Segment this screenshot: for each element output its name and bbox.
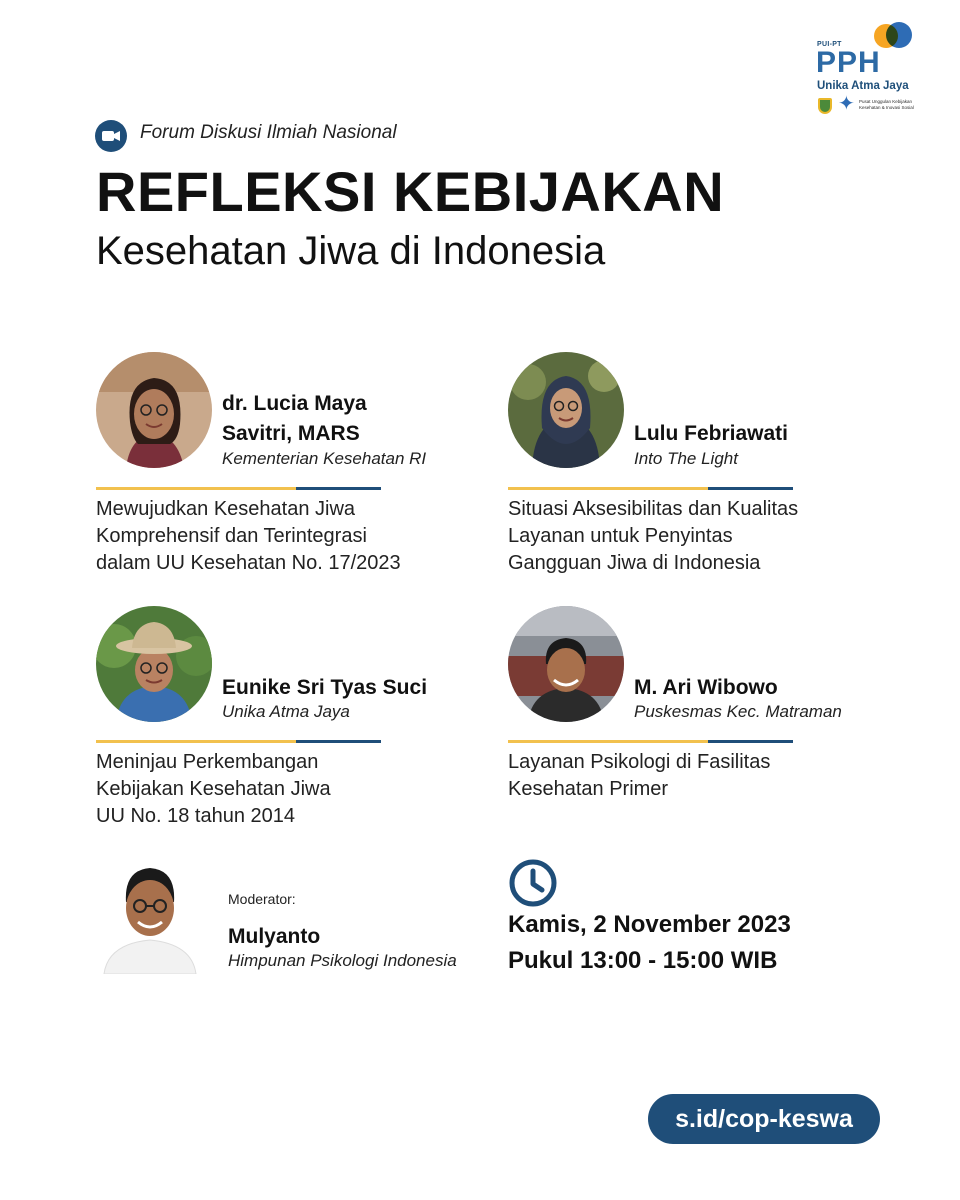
clock-icon xyxy=(508,858,558,908)
speaker-4-photo xyxy=(508,606,624,722)
video-camera-icon xyxy=(95,120,127,152)
topic-line: Mewujudkan Kesehatan Jiwa xyxy=(96,498,356,520)
topic-line: dalam UU Kesehatan No. 17/2023 xyxy=(96,552,401,574)
speaker-2-name: Lulu Febriawati xyxy=(634,422,789,445)
speaker-1-name-line1: dr. Lucia Maya xyxy=(222,392,367,415)
event-time: Pukul 13:00 - 15:00 WIB xyxy=(508,947,778,974)
topic-line: Layanan Psikologi di Fasilitas xyxy=(508,751,771,773)
speaker-3-divider xyxy=(96,740,381,743)
speaker-1-name-line2: Savitri, MARS xyxy=(222,422,360,445)
moderator-name: Mulyanto xyxy=(228,925,321,948)
topic-line: Situasi Aksesibilitas dan Kualitas xyxy=(508,498,799,520)
speaker-2-photo xyxy=(508,352,624,468)
speaker-4-divider xyxy=(508,740,793,743)
topic-line: Gangguan Jiwa di Indonesia xyxy=(508,552,761,574)
forum-label: Forum Diskusi Ilmiah Nasional xyxy=(140,122,397,143)
speaker-3-name: Eunike Sri Tyas Suci xyxy=(222,676,428,699)
speaker-4-topic xyxy=(508,749,868,803)
logo-blue-circle xyxy=(886,22,912,48)
moderator-label: Moderator: xyxy=(228,891,296,907)
speaker-1-org: Kementerian Kesehatan RI xyxy=(222,449,427,468)
speaker-2-topic xyxy=(508,496,868,577)
page-subtitle: Kesehatan Jiwa di Indonesia xyxy=(96,229,606,273)
pph-logo xyxy=(812,22,922,118)
registration-link[interactable]: s.id/cop-keswa xyxy=(648,1094,880,1144)
topic-line: Meninjau Perkembangan xyxy=(96,751,319,773)
speaker-1-photo xyxy=(96,352,212,468)
page-title: REFLEKSI KEBIJAKAN xyxy=(96,160,725,223)
speaker-1-topic xyxy=(96,496,456,577)
speaker-3-topic xyxy=(96,749,456,830)
crest-icon xyxy=(818,98,832,114)
speaker-2-org: Into The Light xyxy=(634,449,738,468)
star-icon: ✦ xyxy=(838,93,855,115)
speaker-2-divider xyxy=(508,487,793,490)
topic-line: Layanan untuk Penyintas xyxy=(508,525,733,547)
speaker-3-photo xyxy=(96,606,212,722)
topic-line: Kesehatan Primer xyxy=(508,778,669,800)
topic-line: Komprehensif dan Terintegrasi xyxy=(96,525,367,547)
speaker-4-name: M. Ari Wibowo xyxy=(634,676,778,699)
moderator-photo xyxy=(100,862,200,974)
topic-line: UU No. 18 tahun 2014 xyxy=(96,805,296,827)
moderator-org: Himpunan Psikologi Indonesia xyxy=(228,951,457,970)
speaker-3-org: Unika Atma Jaya xyxy=(222,702,350,721)
topic-line: Kebijakan Kesehatan Jiwa xyxy=(96,778,331,800)
speaker-4-org: Puskesmas Kec. Matraman xyxy=(634,702,842,721)
logo-tagline: Pusat Unggulan Kebijakan Kesehatan & Inovasi Sosial xyxy=(859,99,914,110)
logo-subtitle: Unika Atma Jaya xyxy=(817,80,909,92)
logo-small-text: PUI-PT xyxy=(817,41,842,48)
event-date: Kamis, 2 November 2023 xyxy=(508,911,791,938)
speaker-1-divider xyxy=(96,487,381,490)
logo-title: PPH xyxy=(816,46,881,79)
